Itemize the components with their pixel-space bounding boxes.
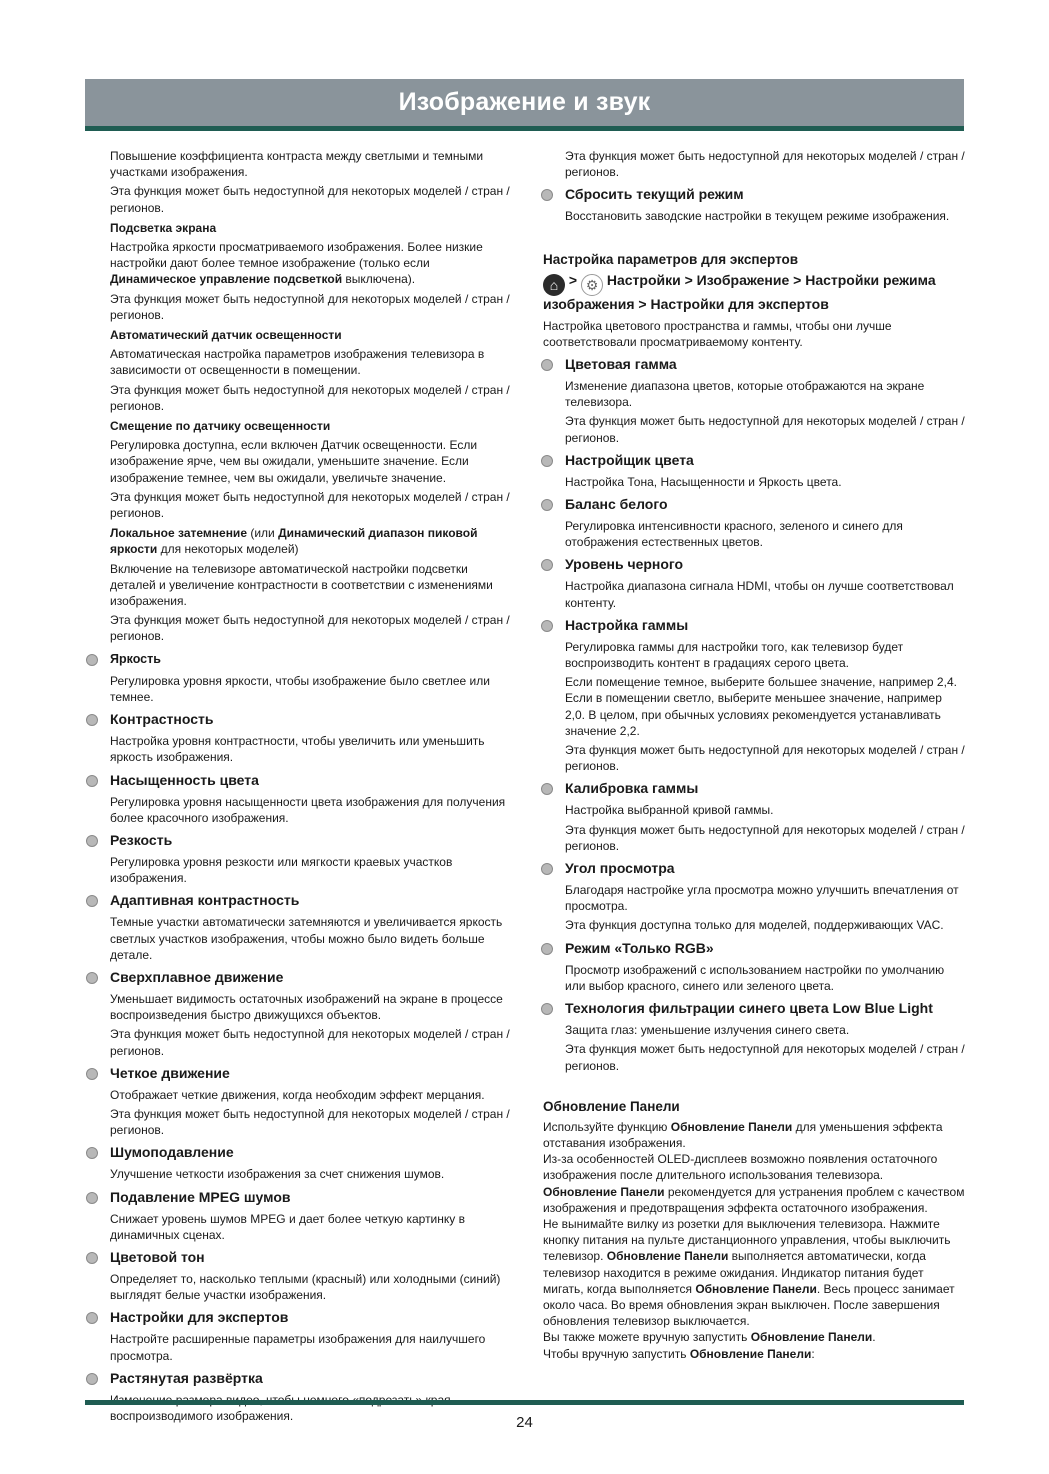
availability-note: Эта функция может быть недоступной для некоторых моделей / стран / регионов. (565, 1042, 965, 1073)
heading-adaptive-contrast: Адаптивная контрастность (110, 892, 510, 909)
heading-rgb-only: Режим «Только RGB» (565, 940, 965, 957)
header-rule (85, 126, 964, 131)
bullet-icon (86, 1192, 98, 1204)
bullet-icon (86, 1147, 98, 1159)
availability-note: Эта функция может быть недоступной для некоторых моделей / стран / регионов. (110, 1027, 510, 1058)
low-blue-light-description: Защита глаз: уменьшение излучения синего света. (565, 1023, 850, 1038)
gamma-advice: Если помещение темное, выберите большее значение, например 2,4. Если в помещении светло, выберите меньшее значение, например 2,0. В целом, при обычных условиях рекомендуется устанавливать значение 2,2. (565, 675, 957, 738)
heading-expert-settings: Настройки для экспертов (110, 1309, 510, 1326)
color-tone-description: Определяет то, насколько теплыми (красный) или холодными (синий) выглядят белые участки изображения. (110, 1271, 501, 1303)
bullet-icon (86, 775, 98, 787)
bullet-icon (86, 1373, 98, 1385)
bullet-icon (541, 189, 553, 201)
heading-low-blue-light: Технология фильтрации синего цвета Low Blue Light (565, 1000, 965, 1017)
color-gamut-description: Изменение диапазона цветов, которые отображаются на экране телевизора. (565, 379, 925, 410)
heading-black-level: Уровень черного (565, 556, 965, 573)
subheading-backlight: Подсветка экрана (110, 220, 217, 235)
page-number: 24 (516, 1414, 533, 1431)
page-title: Изображение и звук (398, 88, 651, 116)
gear-icon: ⚙ (581, 274, 603, 296)
expert-settings-description: Настройте расширенные параметры изображения для наилучшего просмотра. (110, 1332, 486, 1363)
expert-intro: Настройка цветового пространства и гаммы, чтобы они лучше соответствовали просматриваемому контенту. (543, 318, 892, 349)
availability-note: Эта функция может быть недоступной для некоторых моделей / стран / регионов. (110, 613, 510, 644)
bullet-icon (541, 1003, 553, 1015)
sharpness-description: Регулировка уровня резкости или мягкости краевых участков изображения. (110, 854, 453, 886)
paragraph: Повышение коэффициента контраста между светлыми и темными участками изображения. (110, 149, 484, 180)
availability-note: Эта функция может быть недоступной для некоторых моделей / стран / регионов. (110, 489, 510, 521)
left-column (110, 148, 510, 1427)
availability-note: Эта функция может быть недоступной для некоторых моделей / стран / регионов. (565, 414, 965, 445)
bullet-icon (86, 895, 98, 907)
gamma-calibration-description: Настройка выбранной кривой гаммы. (565, 803, 774, 818)
footer-rule (85, 1400, 964, 1405)
bullet-icon (86, 1312, 98, 1324)
bullet-icon (541, 559, 553, 571)
section-expert-settings: Настройка параметров для экспертов (543, 251, 799, 267)
availability-note: Эта функция может быть недоступной для некоторых моделей / стран / регионов. (565, 743, 965, 774)
availability-note: Эта функция может быть недоступной для некоторых моделей / стран / регионов. (110, 184, 510, 215)
home-icon: ⌂ (543, 274, 565, 296)
bullet-icon (541, 620, 553, 632)
rgb-only-description: Просмотр изображений с использованием настройки по умолчанию или выбор красного, синего или зеленого цвета. (565, 962, 945, 993)
bullet-icon (86, 1068, 98, 1080)
clear-motion-description: Отображает четкие движения, когда необходим эффект мерцания. (110, 1087, 485, 1102)
white-balance-description: Регулировка интенсивности красного, зеленого и синего для отображения естественных цветов. (565, 519, 903, 550)
heading-clear-motion: Четкое движение (110, 1065, 510, 1082)
section-panel-refresh: Обновление Панели (543, 1098, 680, 1114)
saturation-description: Регулировка уровня насыщенности цвета изображения для получения более красочного изображения. (110, 794, 506, 825)
sensor-offset-description: Регулировка доступна, если включен Датчик освещенности. Если изображение ярче, чем вы ожидали, уменьшите значение. Если изображение темнее, чем вы ожидали, увеличьте значение. (110, 438, 478, 485)
bullet-icon (541, 783, 553, 795)
color-tuner-description: Настройка Тона, Насыщенности и Яркость цвета. (565, 474, 842, 489)
availability-note: Эта функция доступна только для моделей, поддерживающих VAC. (565, 918, 944, 933)
heading-ultra-smooth-motion: Сверхплавное движение (110, 969, 510, 986)
menu-path: ⌂ > ⚙ Настройки > Изображение > Настройки режима изображения > Настройки для экспертов (543, 271, 936, 312)
brightness-description: Регулировка уровня яркости, чтобы изображение было светлее или темнее. (110, 673, 490, 704)
adaptive-contrast-description: Темные участки автоматически затемняются и увеличивается яркость светлых участков изображения, чтобы можно было видеть больше детале. (110, 915, 503, 962)
heading-gamma-calibration: Калибровка гаммы (565, 780, 965, 797)
viewing-angle-description: Благодаря настройке угла просмотра можно улучшить впечатления от просмотра. (565, 883, 959, 914)
bullet-icon (86, 835, 98, 847)
bullet-icon (541, 943, 553, 955)
bullet-icon (541, 863, 553, 875)
bullet-icon (541, 359, 553, 371)
bullet-icon (541, 455, 553, 467)
availability-note: Эта функция может быть недоступной для некоторых моделей / стран / регионов. (110, 1106, 510, 1138)
page-header (85, 79, 964, 126)
availability-note: Эта функция может быть недоступной для некоторых моделей / стран / регионов. (110, 291, 510, 322)
heading-contrast: Контрастность (110, 711, 510, 728)
heading-brightness: Яркость (110, 651, 510, 668)
heading-sharpness: Резкость (110, 832, 510, 849)
local-dimming-description: Включение на телевизоре автоматической настройки подсветки деталей и увеличение контрастности в соответствии с изменениями изображения. (110, 561, 493, 609)
heading-color-tone: Цветовой тон (110, 1249, 510, 1266)
availability-note: Эта функция может быть недоступной для некоторых моделей / стран / регионов. (110, 382, 510, 413)
heading-gamma: Настройка гаммы (565, 617, 965, 634)
heading-viewing-angle: Угол просмотра (565, 860, 965, 877)
gamma-description: Регулировка гаммы для настройки того, как телевизор будет воспроизводить контент в градациях серого цвета. (565, 639, 904, 671)
availability-note: Эта функция может быть недоступной для некоторых моделей / стран / регионов. (565, 149, 965, 180)
heading-overscan: Растянутая развёртка (110, 1370, 510, 1387)
black-level-description: Настройка диапазона сигнала HDMI, чтобы он лучше соответствовал контенту. (565, 579, 954, 610)
heading-color-gamut: Цветовая гамма (565, 356, 965, 373)
auto-sensor-description: Автоматическая настройка параметров изображения телевизора в зависимости от освещенности в помещении. (110, 347, 485, 378)
heading-white-balance: Баланс белого (565, 496, 965, 513)
noise-reduction-description: Улучшение четкости изображения за счет снижения шумов. (110, 1167, 445, 1182)
bullet-icon (86, 654, 98, 666)
overscan-description: воспроизводимого изображения. (110, 1408, 294, 1423)
availability-note: Эта функция может быть недоступной для некоторых моделей / стран / регионов. (565, 822, 965, 853)
heading-noise-reduction: Шумоподавление (110, 1144, 510, 1161)
contrast-description: Настройка уровня контрастности, чтобы увеличить или уменьшить яркость изображения. (110, 734, 485, 765)
subheading-sensor-offset: Смещение по датчику освещенности (110, 419, 331, 434)
heading-mpeg-noise: Подавление MPEG шумов (110, 1189, 510, 1206)
backlight-description: Настройка яркости просматриваемого изображения. Более низкие настройки дают более темное изображение (только если Динамическое управление подсветкой выключена). (110, 240, 483, 287)
bullet-icon (86, 714, 98, 726)
ultra-smooth-motion-description: Уменьшает видимость остаточных изображений на экране в процессе воспроизведения быстро движущихся объектов. (110, 991, 503, 1023)
reset-mode-description: Восстановить заводские настройки в текущем режиме изображения. (565, 209, 950, 224)
subheading-local-dimming: Локальное затемнение (или Динамический диапазон пиковой яркости для некоторых моделей) (110, 526, 478, 557)
heading-color-tuner: Настройщик цвета (565, 452, 965, 469)
bullet-icon (541, 499, 553, 511)
heading-reset-mode: Сбросить текущий режим (565, 186, 965, 203)
right-column (543, 148, 965, 1365)
subheading-auto-sensor: Автоматический датчик освещенности (110, 328, 342, 343)
mpeg-noise-description: Снижает уровень шумов MPEG и дает более четкую картинку в динамичных сценах. (110, 1211, 465, 1242)
panel-refresh-text: Используйте функцию Обновление Панели для уменьшения эффекта отставания изображения. Из-за особенностей OLED-дисплеев возможно появления остаточного изображения после длительного использования телевизора. Обновление Панели рекомендуется для устранения проблем с качеством изображения и предотвращения эффекта остаточного изображения. Не вынимайте вилку из розетки для выключения телевизора. Нажмите кнопку питания на пульте дистанционного управления, чтобы выключить телевизор. Обновление Панели выполняется автоматически, когда телевизор находится в режиме ожидания. Индикатор питания будет мигать, когда выполняется Обновление Панели. Весь процесс занимает около часа. Во время обновления экран выключен. После завершения обновления телевизор выключается. Вы также можете вручную запустить Обновление Панели. Чтобы вручную запустить Обновление Панели: (543, 1119, 965, 1361)
heading-saturation: Насыщенность цвета (110, 772, 510, 789)
bullet-icon (86, 1252, 98, 1264)
bullet-icon (86, 972, 98, 984)
